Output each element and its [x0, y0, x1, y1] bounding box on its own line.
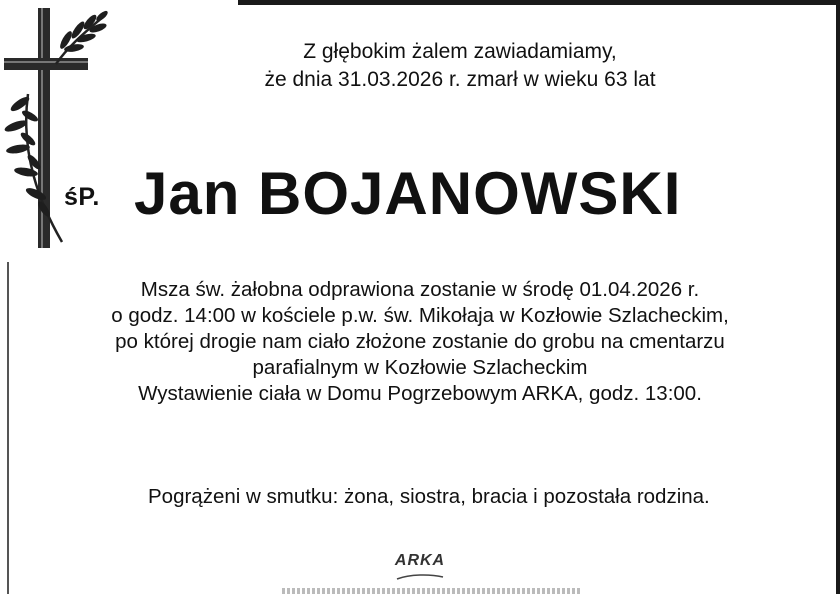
logo-swoosh-icon [395, 573, 445, 581]
footer-contact-strip [282, 588, 582, 594]
deceased-prefix: śP. [64, 183, 100, 211]
ceremony-line-2: o godz. 14:00 w kościele p.w. św. Mikołaja w Kozłowie Szlacheckim, [111, 304, 729, 327]
ceremony-details [40, 277, 800, 407]
ceremony-line-3: po której drogie nam ciało złożone zostanie do grobu na cmentarzu [115, 330, 725, 353]
intro-line-2: że dnia 31.03.2026 r. zmarł w wieku 63 lat [264, 68, 656, 91]
intro-line-1: Z głębokim żalem zawiadamiamy, [303, 40, 617, 63]
mourners-text: Pogrążeni w smutku: żona, siostra, bracia i pozostała rodzina. [148, 485, 710, 508]
ceremony-line-5: Wystawienie ciała w Domu Pogrzebowym ARKA, godz. 13:00. [138, 382, 702, 405]
ceremony-line-4: parafialnym w Kozłowie Szlacheckim [252, 356, 588, 379]
funeral-home-logo: ARKA [394, 552, 446, 569]
frame-top-border [238, 0, 840, 5]
intro-announcement [200, 38, 720, 94]
frame-left-border [7, 262, 9, 594]
ceremony-line-1: Msza św. żałobna odprawiona zostanie w środę 01.04.2026 r. [140, 278, 700, 301]
deceased-name-row [64, 160, 824, 230]
mourners-line [60, 485, 840, 509]
deceased-name: Jan BOJANOWSKI [134, 160, 682, 227]
